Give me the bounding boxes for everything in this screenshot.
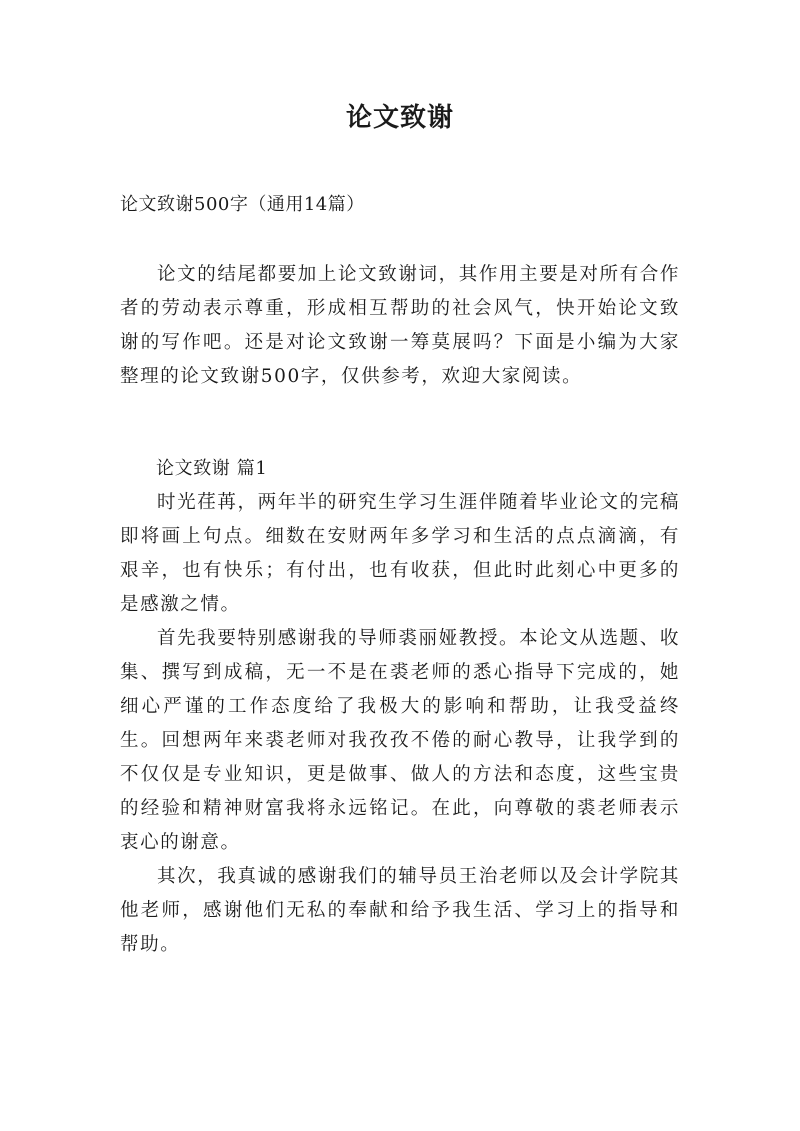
section-heading: 论文致谢 篇1 (156, 458, 268, 479)
body-paragraph: 其次，我真诚的感谢我们的辅导员王治老师以及会计学院其他老师，感谢他们无私的奉献和给予我生活、学习上的指导和帮助。 (120, 866, 680, 955)
body-paragraph: 时光荏苒，两年半的研究生学习生涯伴随着毕业论文的完稿即将画上句点。细数在安财两年多学习和生活的点点滴滴，有艰辛，也有快乐；有付出，也有收获，但此时此刻心中更多的是感激之情。 (120, 492, 680, 615)
section-1 (120, 452, 680, 962)
document-title: 论文致谢 (345, 103, 454, 133)
intro-block (120, 258, 680, 394)
intro-paragraph: 论文的结尾都要加上论文致谢词，其作用主要是对所有合作者的劳动表示尊重，形成相互帮助的社会风气，快开始论文致谢的写作吧。还是对论文致谢一筹莫展吗？下面是小编为大家整理的论文致谢500字，仅供参考，欢迎大家阅读。 (120, 264, 680, 387)
document-subtitle: 论文致谢500字（通用14篇） (120, 194, 365, 215)
body-paragraph: 首先我要特别感谢我的导师裘丽娅教授。本论文从选题、收集、撰写到成稿，无一不是在裘老师的悉心指导下完成的，她细心严谨的工作态度给了我极大的影响和帮助，让我受益终生。回想两年来裘老师对我孜孜不倦的耐心教导，让我学到的不仅仅是专业知识，更是做事、做人的方法和态度，这些宝贵的经验和精神财富我将永远铭记。在此，向尊敬的裘老师表示衷心的谢意。 (120, 628, 680, 853)
